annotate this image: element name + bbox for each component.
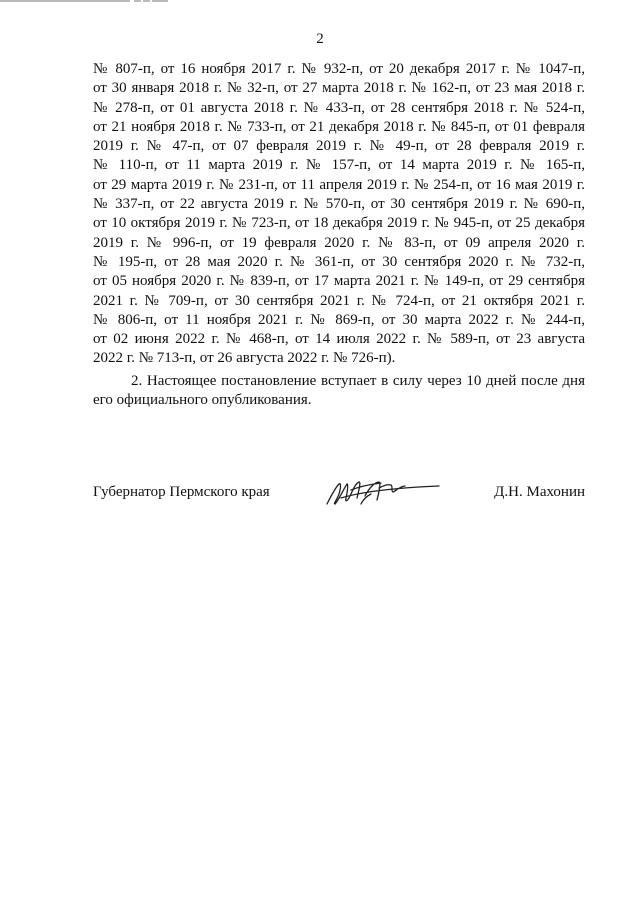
text-line: от 21 ноября 2018 г. № 733-п, от 21 декабря 2018 г. № 845-п, от 01 февраля [93, 118, 585, 135]
text-line: № 806-п, от 11 ноября 2021 г. № 869-п, от 30 марта 2022 г. № 244-п, [93, 311, 585, 328]
paragraph-effective-date [93, 372, 585, 411]
signature-block [93, 484, 585, 524]
text-line: 2021 г. № 709-п, от 30 сентября 2021 г. № 724-п, от 21 октября 2021 г. [93, 292, 585, 309]
paragraph-amendments-list [93, 60, 585, 369]
handwritten-signature [321, 474, 441, 514]
text-line: 2. Настоящее постановление вступает в силу через 10 дней после дня [131, 373, 585, 389]
text-line: № 337-п, от 22 августа 2019 г. № 570-п, от 30 сентября 2019 г. № 690-п, [93, 196, 585, 213]
text-line: № 278-п, от 01 августа 2018 г. № 433-п, от 28 сентября 2018 г. № 524-п, [93, 99, 585, 116]
signer-name: Д.Н. Махонин [494, 484, 585, 500]
text-line: № 195-п, от 28 мая 2020 г. № 361-п, от 30 сентября 2020 г. № 732-п, [93, 253, 585, 270]
page-number: 2 [316, 31, 324, 47]
scan-edge-rule [0, 0, 168, 2]
text-line: № 110-п, от 11 марта 2019 г. № 157-п, от 14 марта 2019 г. № 165-п, [93, 157, 585, 174]
signer-title: Губернатор Пермского края [93, 484, 270, 500]
text-line: от 05 ноября 2020 г. № 839-п, от 17 марта 2021 г. № 149-п, от 29 сентября [93, 273, 585, 290]
text-line: от 10 октября 2019 г. № 723-п, от 18 декабря 2019 г. № 945-п, от 25 декабря [93, 215, 585, 232]
text-line: от 30 января 2018 г. № 32-п, от 27 марта 2018 г. № 162-п, от 23 мая 2018 г. [93, 80, 585, 97]
text-line: 2022 г. № 713-п, от 26 августа 2022 г. № 726-п). [93, 350, 396, 367]
text-line: 2019 г. № 47-п, от 07 февраля 2019 г. № 49-п, от 28 февраля 2019 г. [93, 138, 585, 155]
text-line: 2019 г. № 996-п, от 19 февраля 2020 г. № 83-п, от 09 апреля 2020 г. [93, 234, 585, 251]
text-line: его официального опубликования. [93, 392, 312, 409]
text-line: от 02 июня 2022 г. № 468-п, от 14 июля 2022 г. № 589-п, от 23 августа [93, 331, 585, 348]
text-line: от 29 марта 2019 г. № 231-п, от 11 апреля 2019 г. № 254-п, от 16 мая 2019 г. [93, 176, 585, 193]
text-line: № 807-п, от 16 ноября 2017 г. № 932-п, от 20 декабря 2017 г. № 1047-п, [93, 61, 585, 77]
